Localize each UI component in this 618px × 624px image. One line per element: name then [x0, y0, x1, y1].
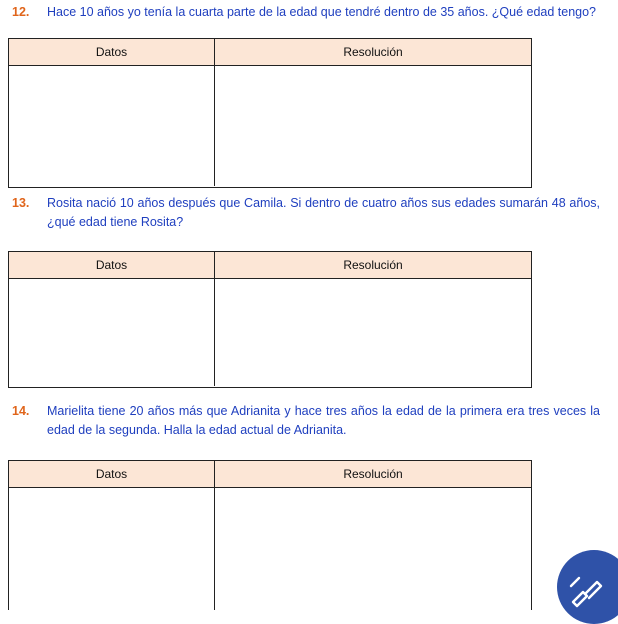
resolucion-cell[interactable] — [215, 66, 531, 186]
problem-number: 14. — [12, 404, 30, 418]
problem-number: 12. — [12, 5, 30, 19]
table-body — [9, 66, 531, 186]
header-resolucion: Resolución — [343, 258, 403, 272]
header-resolucion: Resolución — [343, 467, 403, 481]
table-header — [9, 461, 531, 488]
header-datos: Datos — [9, 39, 215, 65]
header-resolucion: Resolución — [343, 45, 403, 59]
header-datos: Datos — [9, 252, 215, 278]
pencil-ruler-icon — [567, 572, 607, 612]
datos-cell[interactable] — [9, 66, 215, 186]
header-datos: Datos — [9, 461, 215, 487]
answer-table-14 — [8, 460, 532, 610]
answer-table-13 — [8, 251, 532, 388]
problem-statement: Rosita nació 10 años después que Camila. Si dentro de cuatro años sus edades sumarán 48 años, ¿qué edad tiene Rosita? — [47, 196, 600, 229]
problem-statement: Hace 10 años yo tenía la cuarta parte de la edad que tendré dentro de 35 años. ¿Qué edad tengo? — [47, 5, 597, 19]
table-header — [9, 252, 531, 279]
edit-fab-button[interactable] — [557, 550, 618, 624]
table-body — [9, 279, 531, 386]
problem-number: 13. — [12, 196, 30, 210]
answer-table-12 — [8, 38, 532, 188]
table-body — [9, 488, 531, 610]
resolucion-cell[interactable] — [215, 488, 531, 610]
problem-13 — [10, 194, 600, 232]
table-header — [9, 39, 531, 66]
problem-statement: Marielita tiene 20 años más que Adrianita y hace tres años la edad de la primera era tres veces la edad de la segunda. Halla la edad actual de Adrianita. — [47, 404, 600, 437]
problem-14 — [10, 402, 600, 440]
datos-cell[interactable] — [9, 279, 215, 386]
problem-12 — [10, 3, 600, 22]
resolucion-cell[interactable] — [215, 279, 531, 386]
datos-cell[interactable] — [9, 488, 215, 610]
